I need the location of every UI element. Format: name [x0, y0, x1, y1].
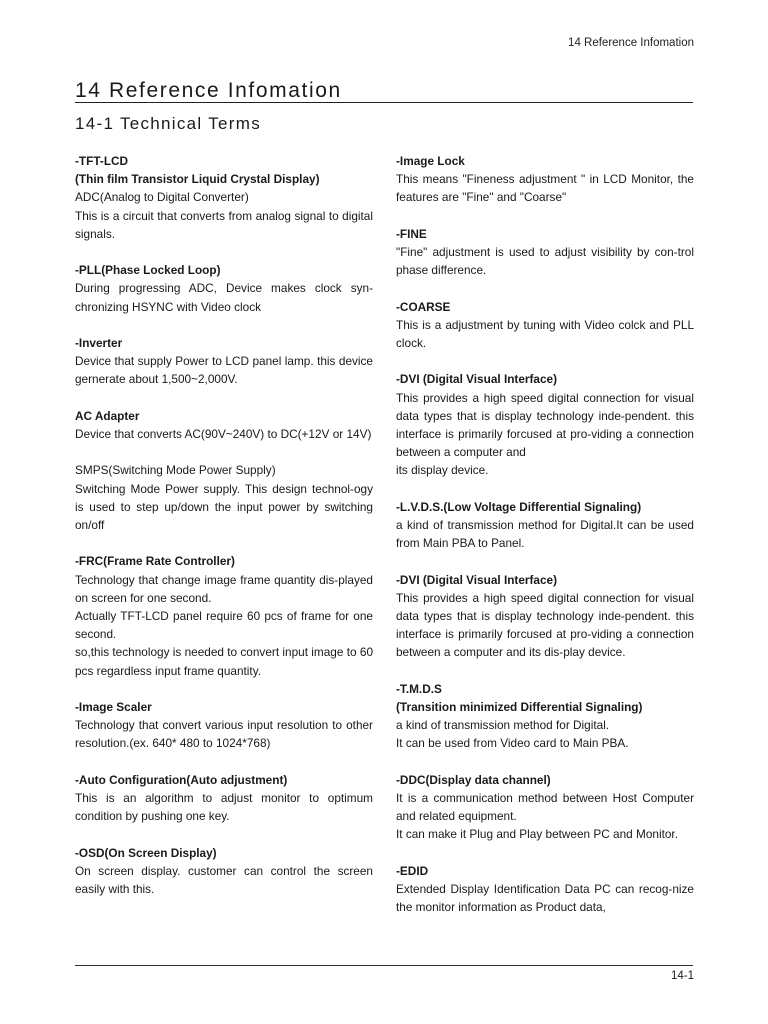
glossary-entry	[75, 844, 373, 899]
term-description: This provides a high speed digital connection for visual data types that is display technology inde-pendent. this interface is primarily forcused at pro-viding a connection between a computer and its dis-play device.	[396, 590, 694, 660]
title-rule	[75, 102, 693, 103]
footer-rule	[75, 965, 693, 966]
glossary-entry	[396, 370, 694, 479]
term-description: This is an algorithm to adjust monitor to optimum condition by pushing one key.	[75, 791, 373, 824]
term-description: "Fine" adjustment is used to adjust visibility by con-trol phase difference.	[396, 245, 694, 278]
term-description: SMPS(Switching Mode Power Supply)	[75, 463, 276, 478]
glossary-entry	[75, 552, 373, 679]
term-description: its display device.	[396, 463, 489, 478]
glossary-entry	[75, 698, 373, 753]
glossary-entry	[75, 261, 373, 316]
term-heading: (Thin film Transistor Liquid Crystal Display)	[75, 172, 320, 187]
glossary-entry	[396, 152, 694, 207]
glossary-entry	[396, 862, 694, 917]
glossary-entry	[396, 498, 694, 553]
term-heading: -Image Lock	[396, 154, 465, 168]
glossary-entry	[396, 680, 694, 753]
term-heading: -FINE	[396, 226, 427, 241]
glossary-entry	[75, 771, 373, 826]
right-column	[396, 152, 694, 935]
glossary-entry	[396, 571, 694, 662]
glossary-entry	[75, 334, 373, 389]
term-heading: -FRC(Frame Rate Controller)	[75, 554, 235, 569]
term-heading: AC Adapter	[75, 408, 140, 423]
term-heading: -Auto Configuration(Auto adjustment)	[75, 772, 288, 787]
term-heading: -OSD(On Screen Display)	[75, 845, 217, 860]
term-heading: -DDC(Display data channel)	[396, 772, 551, 787]
left-column	[75, 152, 373, 916]
term-description: Extended Display Identification Data PC can recog-nize the monitor information as Product data,	[396, 882, 694, 915]
term-description: Technology that change image frame quantity dis-played on screen for one second.	[75, 572, 373, 605]
glossary-entry	[396, 225, 694, 280]
term-heading: -COARSE	[396, 299, 451, 314]
term-heading: -PLL(Phase Locked Loop)	[75, 263, 221, 278]
section-title: 14-1 Technical Terms	[75, 114, 262, 133]
glossary-entry	[75, 407, 373, 443]
term-description: Technology that convert various input resolution to other resolution.(ex. 640* 480 to 1024*768)	[75, 718, 373, 751]
term-description: Switching Mode Power supply. This design technol-ogy is used to step up/down the input power by switching on/off	[75, 481, 373, 532]
term-description: It can be used from Video card to Main PBA.	[396, 736, 629, 751]
chapter-title: 14 Reference Infomation	[75, 79, 342, 102]
term-description: ADC(Analog to Digital Converter)	[75, 190, 249, 205]
term-description: Actually TFT-LCD panel require 60 pcs of frame for one second.	[75, 609, 373, 642]
term-description: It can make it Plug and Play between PC and Monitor.	[396, 827, 678, 842]
glossary-entry	[396, 298, 694, 353]
glossary-entry	[75, 461, 373, 534]
term-description: It is a communication method between Host Computer and related equipment.	[396, 791, 694, 824]
term-description: a kind of transmission method for Digital.	[396, 718, 610, 733]
term-description: so,this technology is needed to convert input image to 60 pcs regardless input frame quantity.	[75, 645, 373, 678]
term-heading: -Image Scaler	[75, 700, 152, 714]
term-description: Device that supply Power to LCD panel lamp. this device gernerate about 1,500~2,000V.	[75, 354, 373, 387]
glossary-entry	[396, 771, 694, 844]
term-heading: -DVI (Digital Visual Interface)	[396, 372, 558, 387]
glossary-entry	[75, 152, 373, 243]
term-heading: -DVI (Digital Visual Interface)	[396, 572, 558, 587]
term-description: This provides a high speed digital connection for visual data types that is display technology inde-pendent. this interface is primarily forcused at pro-viding a connection between a computer and	[396, 390, 694, 460]
term-heading: -T.M.D.S	[396, 681, 442, 696]
term-heading: (Transition minimized Differential Signaling)	[396, 700, 643, 714]
term-description: Device that converts AC(90V~240V) to DC(+12V or 14V)	[75, 427, 372, 441]
term-description: This is a circuit that converts from analog signal to digital signals.	[75, 208, 373, 241]
term-description: During progressing ADC, Device makes clock syn-chronizing HSYNC with Video clock	[75, 281, 373, 314]
term-description: a kind of transmission method for Digital.It can be used from Main PBA to Panel.	[396, 518, 694, 551]
term-description: This is a adjustment by tuning with Video colck and PLL clock.	[396, 317, 694, 350]
term-heading: -TFT-LCD	[75, 154, 129, 168]
term-description: This means "Fineness adjustment " in LCD Monitor, the features are "Fine" and "Coarse"	[396, 172, 694, 205]
page-number: 14-1	[670, 970, 694, 982]
term-description: On screen display. customer can control the screen easily with this.	[75, 863, 373, 896]
term-heading: -EDID	[396, 863, 429, 878]
term-heading: -Inverter	[75, 336, 123, 350]
term-heading: -L.V.D.S.(Low Voltage Differential Signaling)	[396, 499, 642, 514]
running-header: 14 Reference Infomation	[568, 37, 694, 49]
